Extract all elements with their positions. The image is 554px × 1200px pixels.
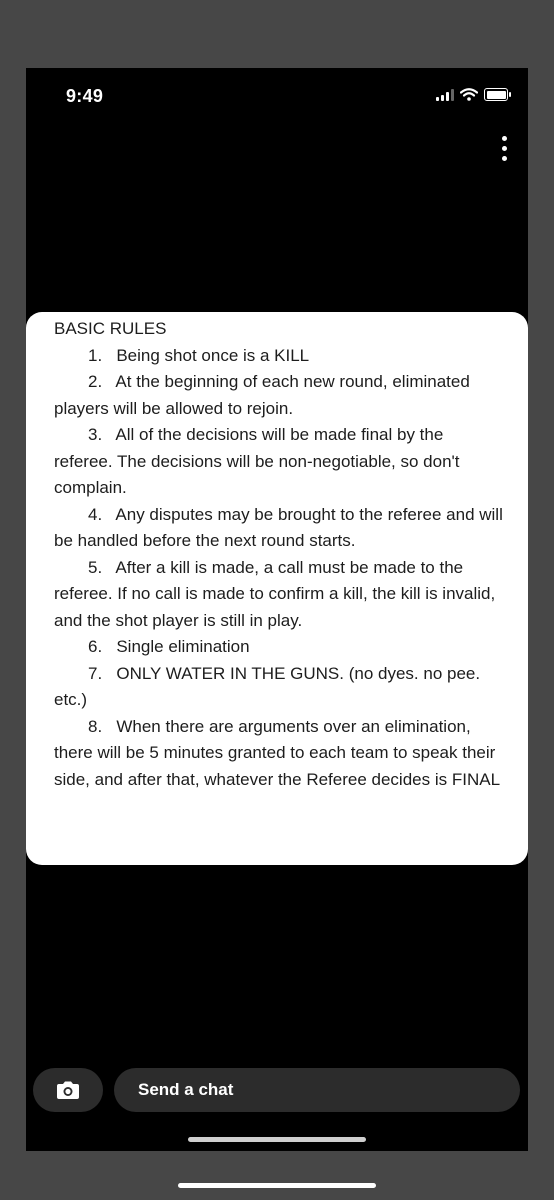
rule-4: 4. Any disputes may be brought to the referee and will be handled before the next round starts. (54, 504, 503, 550)
outer-home-indicator (178, 1183, 376, 1188)
wifi-icon (460, 88, 478, 101)
rule-7: 7. ONLY WATER IN THE GUNS. (no dyes. no pee. etc.) (54, 663, 481, 709)
signal-icon (436, 89, 454, 101)
camera-button[interactable] (33, 1068, 103, 1112)
rule-3: 3. All of the decisions will be made final by the referee. The decisions will be non-negotiable, so don't complain. (54, 425, 460, 497)
phone-screen (26, 68, 528, 1151)
rules-title: BASIC RULES (54, 319, 167, 338)
rule-8: 8. When there are arguments over an elimination, there will be 5 minutes granted to each team to speak their side, and after that, whatever the Referee decides is FINAL (54, 716, 501, 789)
rule-5: 5. After a kill is made, a call must be made to the referee. If no call is made to confirm a kill, the kill is invalid, and the shot player is still in play. (54, 557, 496, 630)
battery-icon (484, 88, 508, 101)
status-time: 9:49 (66, 86, 104, 106)
rule-6: 6. Single elimination (88, 637, 250, 656)
home-indicator (188, 1137, 366, 1142)
rules-card (26, 312, 528, 865)
rule-2: 2. At the beginning of each new round, eliminated players will be allowed to rejoin. (54, 372, 470, 418)
status-icons (436, 88, 508, 101)
more-vertical-icon[interactable] (500, 136, 508, 161)
rule-1: 1. Being shot once is a KILL (88, 345, 310, 365)
chat-input[interactable]: Send a chat (114, 1068, 520, 1112)
camera-icon (56, 1080, 80, 1100)
